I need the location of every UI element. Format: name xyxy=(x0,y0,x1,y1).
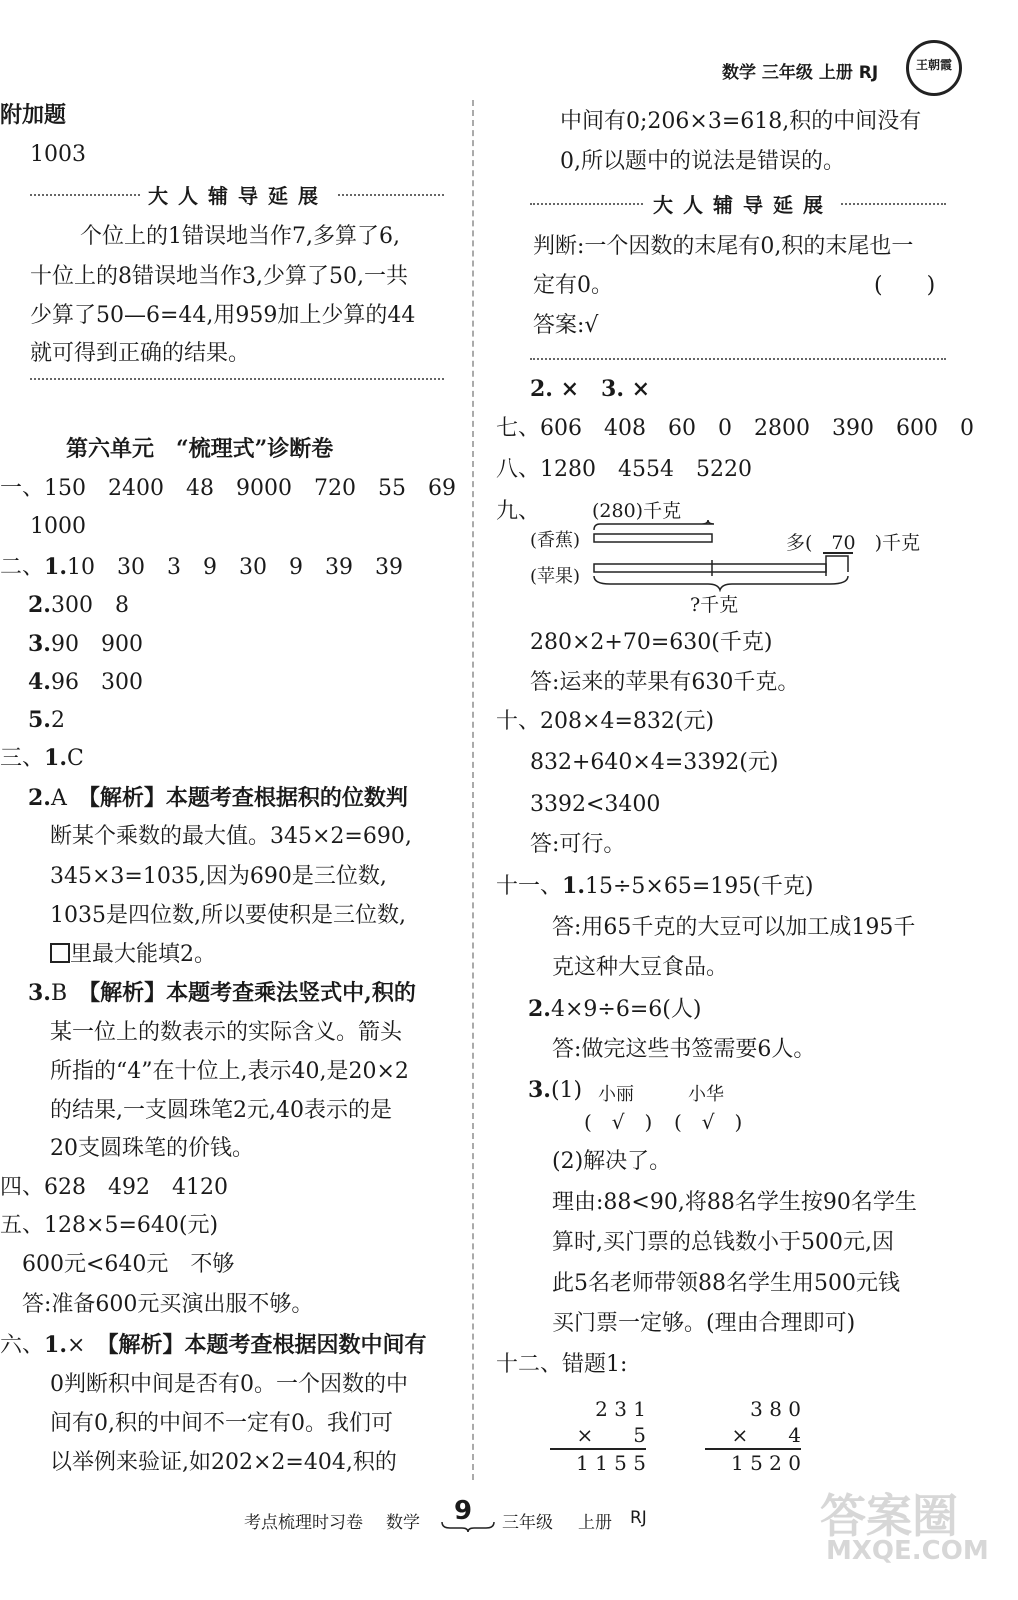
page-number: 9 xyxy=(454,1496,473,1526)
q10-row xyxy=(496,707,714,737)
blank-square-icon xyxy=(50,943,70,963)
q1-answers-cont: 1000 xyxy=(30,514,86,539)
calc-2-line-3: 1 5 2 0 xyxy=(705,1448,801,1476)
q3-label: 三、 xyxy=(0,746,45,771)
q12-label: 十二、 xyxy=(496,1352,563,1377)
footer-subject: 数学 xyxy=(386,1513,420,1533)
q11-3-name-1: 小丽 xyxy=(598,1084,634,1105)
q4-row xyxy=(0,1173,228,1203)
q11-label: 十一、 xyxy=(496,874,563,899)
q10-label: 十、 xyxy=(496,709,541,734)
q6-row-1 xyxy=(0,1330,426,1361)
q11-2-num: 2. xyxy=(528,996,551,1022)
total-brace xyxy=(594,576,848,590)
vertical-calc-1 xyxy=(550,1396,646,1476)
q11-2-calc: 4×9÷6=6(人) xyxy=(550,997,702,1022)
watermark-url: MXQE.COM xyxy=(826,1536,989,1566)
q3-2-num: 2. xyxy=(28,785,51,811)
calc-1-line-3: 1 1 5 5 xyxy=(550,1448,646,1476)
ext-line-4: 就可得到正确的结果。 xyxy=(30,341,251,366)
calc-1-line-1: 2 3 1 xyxy=(595,1397,646,1421)
q2-1-answers: 10 30 3 9 30 9 39 39 xyxy=(66,555,403,580)
q3-row-2 xyxy=(28,783,408,814)
q11-1-answer-2: 克这种大豆食品。 xyxy=(552,955,729,980)
q1-row xyxy=(0,474,456,504)
q5-line-2: 600元<640元 不够 xyxy=(22,1252,235,1277)
calc-1-line-2: × 5 xyxy=(576,1423,646,1447)
q5-row xyxy=(0,1211,218,1241)
q2-row-4 xyxy=(28,667,143,698)
top-brace xyxy=(594,520,714,530)
reason-line-3: 此5名老师带领88名学生用500元钱 xyxy=(552,1271,900,1296)
publisher-logo xyxy=(906,40,962,96)
q4-answers: 628 492 4120 xyxy=(44,1175,228,1200)
q2-label: 二、 xyxy=(0,555,45,580)
q3-3-line-5: 20支圆珠笔的价钱。 xyxy=(50,1136,254,1161)
q2-3-num: 3. xyxy=(28,631,51,657)
q2-2-answers: 300 8 xyxy=(50,593,129,618)
q2-4-answers: 96 300 xyxy=(50,670,143,695)
q7-answers: 606 408 60 0 2800 390 600 0 xyxy=(540,416,974,441)
q10-line-4: 答:可行。 xyxy=(530,832,626,857)
unit-title: 第六单元 “梳理式”诊断卷 xyxy=(66,436,334,462)
judge-paren: ( ) xyxy=(874,273,936,298)
q6-cont-line-2: 0,所以题中的说法是错误的。 xyxy=(560,149,845,174)
q12-text: 错题1: xyxy=(562,1352,628,1377)
q3-2-analysis: 【解析】本题考查根据积的位数判 xyxy=(88,785,408,811)
q10-line-3: 3392<3400 xyxy=(530,792,661,817)
ext-title-left: 大人辅导延展 xyxy=(140,180,336,209)
q7-label: 七、 xyxy=(496,416,541,441)
reason-line-1: 理由:88<90,将88名学生按90名学生 xyxy=(552,1190,917,1215)
q1-label: 一、 xyxy=(0,476,45,501)
apple-bar xyxy=(594,564,826,572)
q3-2-line-5-row xyxy=(50,940,216,970)
header-subject: 数学 xyxy=(722,63,756,83)
ext-divider-bottom-right xyxy=(530,358,946,360)
q2-row-3 xyxy=(28,629,143,660)
watermark-main: 答案圈 xyxy=(820,1489,958,1543)
extra-brace xyxy=(826,556,848,572)
reason-line-2: 算时,买门票的总钱数小于500元,因 xyxy=(552,1230,894,1255)
ext-line-2: 十位上的8错误地当作3,少算了50,一共 xyxy=(30,264,408,289)
footer-grade: 三年级 xyxy=(502,1513,553,1533)
q9-line-1: 280×2+70=630(千克) xyxy=(530,630,773,655)
q3-2-line-2: 断某个乘数的最大值。345×2=690, xyxy=(50,824,412,849)
calc-2-line-2: × 4 xyxy=(731,1423,801,1447)
q6-line-2: 0判断积中间是否有0。一个因数的中 xyxy=(50,1372,408,1397)
vertical-calc-2 xyxy=(705,1396,801,1476)
reason-line-4: 买门票一定够。(理由合理即可) xyxy=(552,1311,856,1336)
q3-3-num: 3. xyxy=(28,980,51,1006)
extra-question-title: 附加题 xyxy=(0,102,67,128)
ext-divider-bottom-left xyxy=(30,378,444,380)
q2-4-num: 4. xyxy=(28,669,51,695)
q12-row xyxy=(496,1350,627,1380)
q8-row xyxy=(496,455,752,485)
q9-label: 九、 xyxy=(496,499,541,524)
q3-3-analysis: 【解析】本题考查乘法竖式中,积的 xyxy=(89,980,416,1006)
q6-1-num: 1. xyxy=(44,1332,67,1358)
diagram-apple-label: (苹果) xyxy=(530,566,581,587)
q11-3-check-1: ( √ ) xyxy=(584,1110,653,1134)
q11-1-num: 1. xyxy=(562,873,585,899)
judge-line-2: 定有0。 xyxy=(533,273,613,298)
ext-title-right: 大人辅导延展 xyxy=(645,189,841,218)
q3-2-line-5: 里最大能填2。 xyxy=(70,942,216,967)
footer-volume: 上册 xyxy=(578,1513,612,1533)
q3-row-1 xyxy=(0,743,84,774)
header-grade: 三年级 xyxy=(761,63,813,83)
q2-1-num: 1. xyxy=(44,554,67,580)
q3-3-line-4: 的结果,一支圆珠笔2元,40表示的是 xyxy=(50,1098,392,1123)
q8-label: 八、 xyxy=(496,457,541,482)
diagram-more-label: 多( 70 )千克 xyxy=(786,532,921,554)
q11-3-num: 3. xyxy=(528,1077,551,1103)
q11-1-calc: 15÷5×65=195(千克) xyxy=(584,874,814,899)
q2-row-1 xyxy=(0,552,403,583)
q1-answers: 150 2400 48 9000 720 55 69 xyxy=(44,476,456,501)
q3-1-answer: C xyxy=(66,746,84,771)
banana-bar xyxy=(594,534,712,542)
q11-3-part-2: (2)解决了。 xyxy=(552,1149,672,1174)
q3-2-line-4: 1035是四位数,所以要使积是三位数, xyxy=(50,903,406,928)
ext-line-1: 个位上的1错误地当作7,多算了6, xyxy=(80,224,400,249)
q6-label: 六、 xyxy=(0,1333,45,1358)
q5-line-1: 128×5=640(元) xyxy=(44,1213,219,1238)
q6-1-analysis: 【解析】本题考查根据因数中间有 xyxy=(107,1332,427,1358)
q7-row xyxy=(496,414,974,444)
q2-2-num: 2. xyxy=(28,592,51,618)
q4-label: 四、 xyxy=(0,1175,45,1200)
q11-2-answer: 答:做完这些书签需要6人。 xyxy=(552,1037,816,1062)
q6-rest: 2. × 3. × xyxy=(530,376,651,402)
logo-text: 王朝霞 xyxy=(915,58,952,72)
q11-row-3 xyxy=(528,1075,582,1106)
q6-1-answer: × xyxy=(66,1333,86,1358)
q3-3-line-3: 所指的“4”在十位上,表示40,是20×2 xyxy=(50,1059,409,1084)
q6-cont-line-1: 中间有0;206×3=618,积的中间没有 xyxy=(560,109,922,134)
q11-row-2 xyxy=(528,994,701,1025)
q3-1-num: 1. xyxy=(44,745,67,771)
judge-answer: 答案:√ xyxy=(533,313,599,338)
header-info xyxy=(722,58,878,83)
q3-3-line-2: 某一位上的数表示的实际含义。箭头 xyxy=(50,1020,403,1045)
q5-label: 五、 xyxy=(0,1213,45,1238)
q3-2-line-3: 345×3=1035,因为690是三位数, xyxy=(50,864,387,889)
q6-line-3: 间有0,积的中间不一定有0。我们可 xyxy=(50,1411,393,1436)
q11-3-part: (1) xyxy=(550,1078,583,1103)
footer-book-title: 考点梳理时习卷 xyxy=(244,1513,363,1533)
header-edition: RJ xyxy=(858,63,879,83)
q2-5-num: 5. xyxy=(28,707,51,733)
q3-2-answer: A xyxy=(50,786,67,811)
q11-1-answer-1: 答:用65千克的大豆可以加工成195千 xyxy=(552,915,916,940)
q10-line-1: 208×4=832(元) xyxy=(540,709,715,734)
q6-line-4: 以举例来验证,如202×2=404,积的 xyxy=(50,1450,397,1475)
header-volume: 上册 xyxy=(818,63,853,83)
q8-answers: 1280 4554 5220 xyxy=(540,457,752,482)
q9-line-2: 答:运来的苹果有630千克。 xyxy=(530,670,800,695)
calc-2-line-1: 3 8 0 xyxy=(750,1397,801,1421)
q11-3-check-2: ( √ ) xyxy=(674,1110,743,1134)
judge-line-1: 判断:一个因数的末尾有0,积的末尾也一 xyxy=(533,234,914,259)
q2-row-2 xyxy=(28,590,129,621)
q10-line-2: 832+640×4=3392(元) xyxy=(530,750,779,775)
ext-line-3: 少算了50—6=44,用959加上少算的44 xyxy=(30,303,416,328)
diagram-question-label: ?千克 xyxy=(690,594,739,616)
q2-row-5 xyxy=(28,705,65,736)
column-divider xyxy=(472,100,474,1480)
top-brace-guide xyxy=(594,520,718,530)
q3-3-answer: B xyxy=(50,981,68,1006)
q5-line-3: 答:准备600元买演出服不够。 xyxy=(22,1292,314,1317)
footer-edition: RJ xyxy=(630,1508,647,1528)
q2-3-answers: 90 900 xyxy=(50,632,143,657)
extra-question-answer: 1003 xyxy=(30,142,86,167)
q2-5-answers: 2 xyxy=(50,708,65,733)
q11-row-1 xyxy=(496,871,813,902)
q11-3-name-2: 小华 xyxy=(688,1084,724,1105)
bar-diagram xyxy=(590,520,860,592)
diagram-top-label: (280)千克 xyxy=(592,500,682,522)
diagram-banana-label: (香蕉) xyxy=(530,530,581,551)
q3-row-3 xyxy=(28,978,416,1009)
page-number-brace xyxy=(440,1520,496,1532)
